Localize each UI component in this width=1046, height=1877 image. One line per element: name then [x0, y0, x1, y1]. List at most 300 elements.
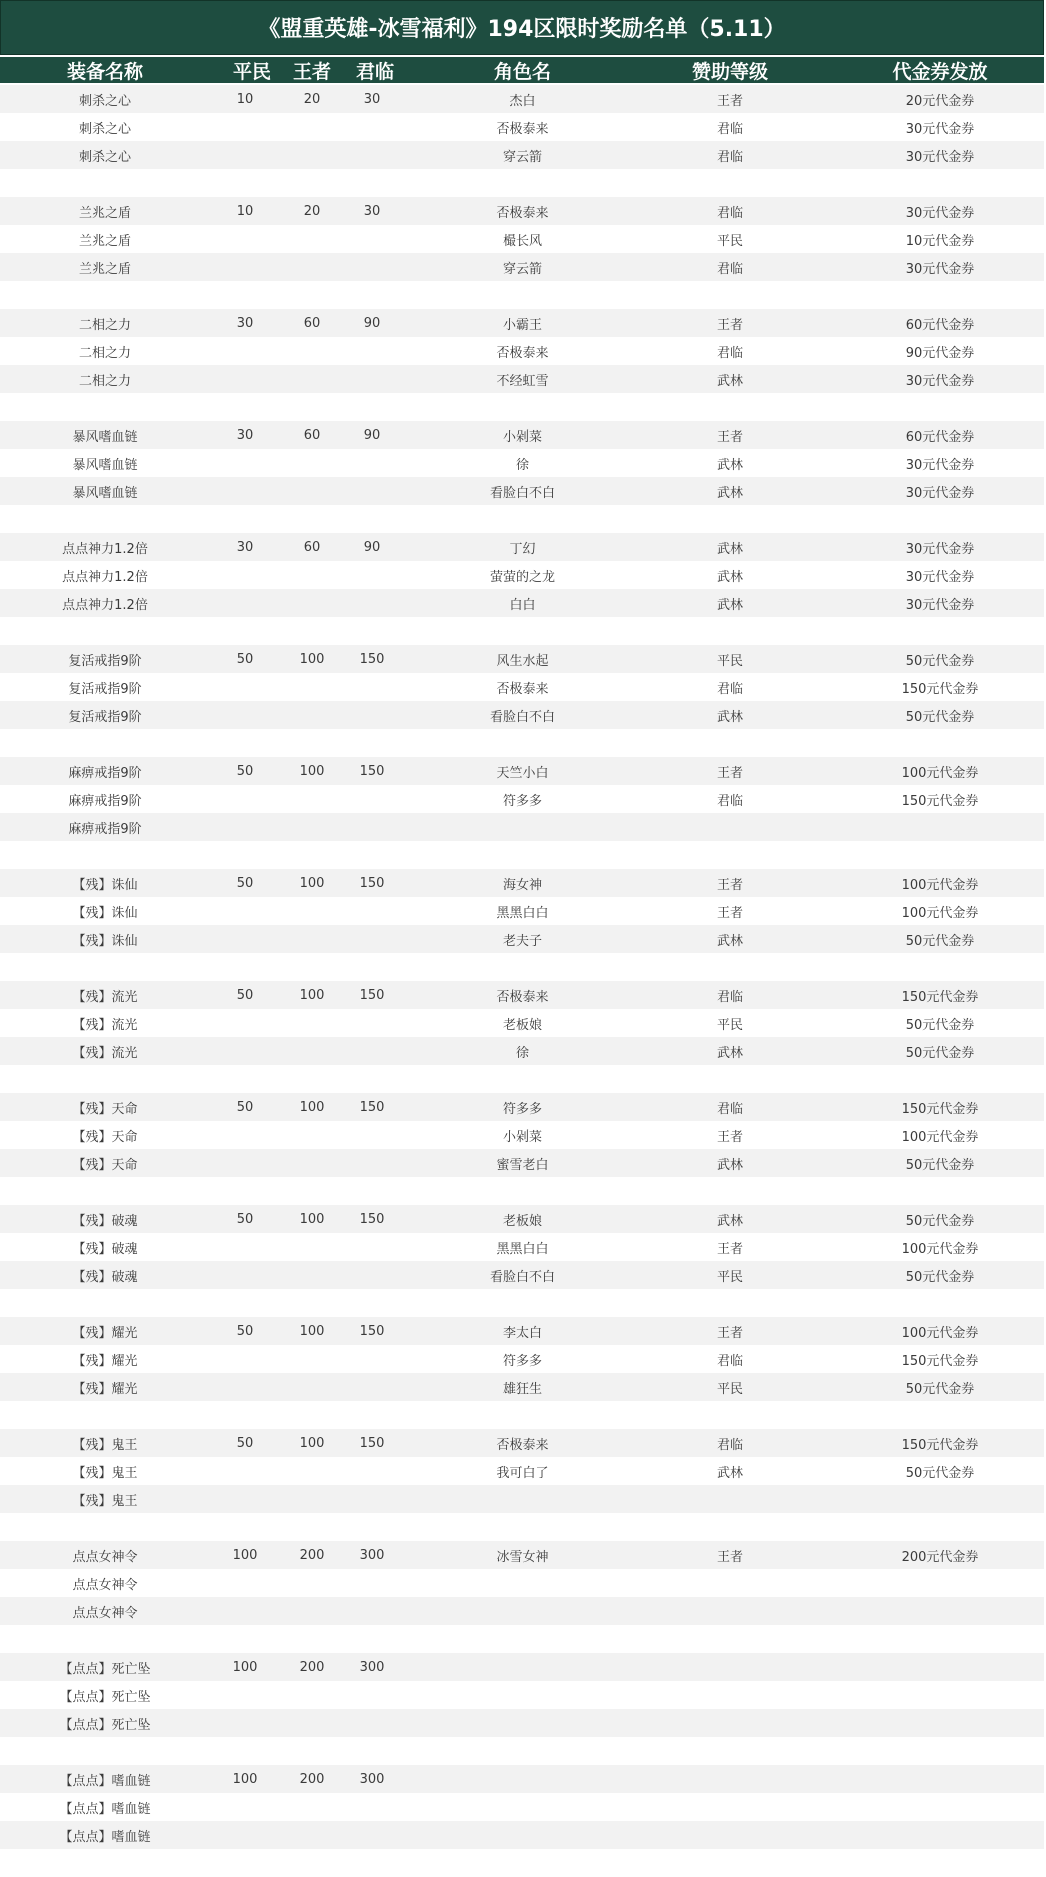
cell-pingmin: 50	[236, 651, 254, 667]
cell-pingmin: 50	[236, 987, 254, 1003]
cell-wangzhe	[282, 393, 342, 421]
cell-wangzhe	[282, 1709, 342, 1737]
cell-pingmin	[215, 617, 275, 645]
cell-wangzhe	[282, 617, 342, 645]
cell-sponsor-level: 平民	[716, 233, 743, 249]
cell-role-name: 冰雪女神	[496, 1549, 549, 1565]
cell-role-name: 海女神	[502, 877, 542, 893]
cell-junlin	[342, 1121, 402, 1149]
cell-voucher: 50元代金券	[905, 1381, 975, 1397]
cell-sponsor-level	[650, 1793, 810, 1821]
cell-voucher: 50元代金券	[905, 1157, 975, 1173]
table-row	[0, 1373, 1044, 1401]
cell-item-name: 刺杀之心	[78, 149, 131, 165]
cell-sponsor-level	[650, 1709, 810, 1737]
cell-junlin: 90	[363, 315, 381, 331]
cell-junlin	[342, 1261, 402, 1289]
cell-item-name	[0, 953, 210, 981]
cell-role-name: 符多多	[502, 1353, 542, 1369]
cell-voucher	[840, 1065, 1040, 1093]
cell-junlin	[342, 1065, 402, 1093]
cell-item-name: 【残】鬼王	[72, 1465, 138, 1481]
cell-sponsor-level: 武林	[716, 569, 743, 585]
cell-voucher	[840, 505, 1040, 533]
cell-pingmin: 100	[232, 1547, 258, 1563]
cell-pingmin	[215, 1485, 275, 1513]
cell-item-name: 【残】天命	[72, 1129, 138, 1145]
cell-item-name: 【残】耀光	[72, 1353, 138, 1369]
cell-wangzhe	[282, 1009, 342, 1037]
table-row	[0, 1681, 1044, 1709]
cell-sponsor-level	[650, 1821, 810, 1849]
cell-pingmin	[215, 477, 275, 505]
cell-role-name	[420, 393, 625, 421]
cell-item-name	[0, 1177, 210, 1205]
cell-pingmin	[215, 1737, 275, 1765]
cell-item-name	[0, 169, 210, 197]
cell-role-name	[420, 1793, 625, 1821]
cell-voucher: 150元代金券	[901, 681, 979, 697]
cell-role-name	[420, 505, 625, 533]
cell-pingmin	[215, 1345, 275, 1373]
cell-sponsor-level: 王者	[716, 317, 743, 333]
header-sponsor-level: 赞助等级	[691, 60, 768, 83]
table-row	[0, 1597, 1044, 1625]
cell-role-name: 穿云箭	[502, 261, 542, 277]
table-row	[0, 449, 1044, 477]
cell-pingmin	[215, 225, 275, 253]
cell-sponsor-level: 王者	[716, 1325, 743, 1341]
cell-wangzhe	[282, 701, 342, 729]
cell-voucher: 30元代金券	[905, 569, 975, 585]
cell-role-name	[420, 1513, 625, 1541]
table-row	[0, 1261, 1044, 1289]
cell-role-name: 蜜雪老白	[496, 1157, 549, 1173]
table-row	[0, 841, 1044, 869]
cell-junlin	[342, 841, 402, 869]
cell-role-name: 看脸白不白	[489, 1269, 555, 1285]
cell-voucher: 150元代金券	[901, 989, 979, 1005]
cell-sponsor-level	[650, 1625, 810, 1653]
cell-item-name: 【残】流光	[72, 989, 138, 1005]
cell-wangzhe	[282, 1289, 342, 1317]
cell-role-name	[420, 281, 625, 309]
cell-role-name: 风生水起	[496, 653, 549, 669]
table-row	[0, 1121, 1044, 1149]
cell-junlin	[342, 701, 402, 729]
cell-sponsor-level	[650, 1653, 810, 1681]
cell-role-name: 丁幻	[509, 541, 536, 557]
cell-sponsor-level	[650, 1681, 810, 1709]
cell-junlin	[342, 1177, 402, 1205]
cell-junlin: 30	[363, 91, 381, 107]
cell-junlin	[342, 1457, 402, 1485]
cell-pingmin	[215, 449, 275, 477]
cell-junlin	[342, 1709, 402, 1737]
table-row	[0, 729, 1044, 757]
cell-pingmin	[215, 841, 275, 869]
cell-wangzhe	[282, 505, 342, 533]
cell-junlin	[342, 281, 402, 309]
table-row	[0, 225, 1044, 253]
cell-sponsor-level: 王者	[716, 93, 743, 109]
header-role-name: 角色名	[493, 60, 551, 83]
table-row	[0, 197, 1044, 225]
cell-wangzhe	[282, 1513, 342, 1541]
cell-voucher: 30元代金券	[905, 205, 975, 221]
cell-voucher	[840, 1289, 1040, 1317]
cell-wangzhe: 100	[299, 1435, 325, 1451]
cell-wangzhe	[282, 365, 342, 393]
cell-junlin	[342, 589, 402, 617]
cell-junlin	[342, 1793, 402, 1821]
cell-role-name: 徐	[515, 1045, 529, 1061]
cell-role-name	[420, 1821, 625, 1849]
table-row	[0, 617, 1044, 645]
table-row	[0, 1541, 1044, 1569]
cell-item-name	[0, 617, 210, 645]
cell-wangzhe	[282, 337, 342, 365]
cell-voucher	[840, 1681, 1040, 1709]
cell-junlin: 150	[359, 875, 385, 891]
cell-pingmin	[215, 505, 275, 533]
cell-junlin	[342, 1597, 402, 1625]
cell-junlin	[342, 141, 402, 169]
cell-role-name	[420, 729, 625, 757]
table-row	[0, 253, 1044, 281]
cell-sponsor-level	[650, 393, 810, 421]
cell-pingmin	[215, 673, 275, 701]
cell-pingmin	[215, 813, 275, 841]
cell-sponsor-level	[650, 841, 810, 869]
cell-role-name: 樶长风	[502, 233, 542, 249]
cell-item-name: 【点点】死亡坠	[59, 1661, 151, 1677]
cell-wangzhe	[282, 1457, 342, 1485]
table-row	[0, 925, 1044, 953]
cell-role-name	[420, 1569, 625, 1597]
cell-sponsor-level	[650, 813, 810, 841]
cell-role-name	[420, 617, 625, 645]
cell-pingmin	[215, 1625, 275, 1653]
table-row	[0, 533, 1044, 561]
cell-junlin	[342, 1009, 402, 1037]
cell-voucher: 30元代金券	[905, 457, 975, 473]
cell-pingmin	[215, 393, 275, 421]
cell-pingmin: 50	[236, 875, 254, 891]
cell-pingmin	[215, 169, 275, 197]
cell-item-name: 【点点】嗜血链	[59, 1773, 151, 1789]
cell-junlin	[342, 477, 402, 505]
cell-junlin	[342, 897, 402, 925]
cell-role-name	[420, 1485, 625, 1513]
cell-role-name: 穿云箭	[502, 149, 542, 165]
table-row	[0, 1009, 1044, 1037]
table-body	[0, 85, 1044, 1849]
cell-wangzhe	[282, 1737, 342, 1765]
cell-role-name	[420, 1401, 625, 1429]
table-row	[0, 477, 1044, 505]
cell-voucher	[840, 813, 1040, 841]
cell-item-name: 暴风嗜血链	[72, 429, 138, 445]
cell-item-name: 兰兆之盾	[78, 261, 131, 277]
cell-pingmin	[215, 897, 275, 925]
table-row	[0, 1793, 1044, 1821]
table-row	[0, 1513, 1044, 1541]
cell-sponsor-level	[650, 729, 810, 757]
table-row	[0, 953, 1044, 981]
cell-item-name: 【残】诛仙	[72, 933, 138, 949]
cell-item-name: 刺杀之心	[78, 121, 131, 137]
cell-voucher: 30元代金券	[905, 597, 975, 613]
cell-pingmin	[215, 729, 275, 757]
cell-item-name: 【残】天命	[72, 1101, 138, 1117]
table-row	[0, 645, 1044, 673]
cell-sponsor-level: 武林	[716, 1213, 743, 1229]
cell-pingmin	[215, 701, 275, 729]
cell-wangzhe: 100	[299, 1099, 325, 1115]
cell-item-name: 【点点】死亡坠	[59, 1717, 151, 1733]
cell-role-name: 不经虹雪	[496, 373, 549, 389]
cell-sponsor-level: 王者	[716, 905, 743, 921]
cell-voucher: 200元代金券	[901, 1549, 979, 1565]
cell-sponsor-level	[650, 1765, 810, 1793]
cell-junlin: 90	[363, 427, 381, 443]
table-row	[0, 1457, 1044, 1485]
cell-junlin: 150	[359, 1435, 385, 1451]
cell-voucher	[840, 1625, 1040, 1653]
cell-pingmin	[215, 1233, 275, 1261]
cell-item-name: 刺杀之心	[78, 93, 131, 109]
cell-role-name	[420, 813, 625, 841]
cell-voucher: 30元代金券	[905, 121, 975, 137]
cell-wangzhe	[282, 1625, 342, 1653]
cell-voucher: 20元代金券	[905, 93, 975, 109]
cell-junlin: 90	[363, 539, 381, 555]
cell-wangzhe	[282, 561, 342, 589]
cell-pingmin	[215, 1821, 275, 1849]
cell-role-name: 小剁菜	[502, 429, 542, 445]
cell-pingmin	[215, 1597, 275, 1625]
cell-junlin	[342, 1401, 402, 1429]
table-row	[0, 1065, 1044, 1093]
table-row	[0, 1737, 1044, 1765]
cell-junlin	[342, 729, 402, 757]
cell-wangzhe	[282, 1065, 342, 1093]
table-row	[0, 981, 1044, 1009]
cell-sponsor-level: 武林	[716, 457, 743, 473]
cell-pingmin	[215, 1401, 275, 1429]
cell-role-name	[420, 1625, 625, 1653]
table-row	[0, 1429, 1044, 1457]
cell-voucher	[840, 729, 1040, 757]
table-row	[0, 813, 1044, 841]
cell-voucher: 150元代金券	[901, 1437, 979, 1453]
table-row	[0, 757, 1044, 785]
cell-wangzhe	[282, 1821, 342, 1849]
cell-junlin	[342, 113, 402, 141]
table-row	[0, 1765, 1044, 1793]
cell-voucher: 100元代金券	[901, 1241, 979, 1257]
cell-role-name: 老板娘	[502, 1213, 542, 1229]
cell-voucher: 50元代金券	[905, 653, 975, 669]
cell-wangzhe	[282, 1345, 342, 1373]
cell-voucher: 100元代金券	[901, 1129, 979, 1145]
cell-pingmin	[215, 785, 275, 813]
cell-junlin	[342, 1149, 402, 1177]
cell-voucher: 50元代金券	[905, 709, 975, 725]
cell-item-name	[0, 729, 210, 757]
cell-junlin: 150	[359, 651, 385, 667]
table-row	[0, 309, 1044, 337]
table-row	[0, 897, 1044, 925]
cell-role-name: 老夫子	[502, 933, 542, 949]
cell-role-name: 符多多	[502, 793, 542, 809]
cell-pingmin	[215, 253, 275, 281]
cell-item-name	[0, 1737, 210, 1765]
cell-pingmin	[215, 1373, 275, 1401]
table-row	[0, 561, 1044, 589]
cell-wangzhe	[282, 1681, 342, 1709]
cell-pingmin: 30	[236, 427, 254, 443]
table-row	[0, 1625, 1044, 1653]
cell-sponsor-level: 平民	[716, 653, 743, 669]
cell-pingmin	[215, 1261, 275, 1289]
cell-item-name: 【残】耀光	[72, 1381, 138, 1397]
cell-pingmin	[215, 1149, 275, 1177]
cell-item-name: 【残】诛仙	[72, 905, 138, 921]
cell-voucher	[840, 1737, 1040, 1765]
cell-junlin: 150	[359, 1211, 385, 1227]
cell-item-name: 复活戒指9阶	[68, 653, 142, 669]
cell-item-name: 暴风嗜血链	[72, 457, 138, 473]
cell-junlin: 150	[359, 1099, 385, 1115]
cell-junlin	[342, 617, 402, 645]
header-wangzhe: 王者	[292, 60, 331, 83]
cell-pingmin	[215, 1121, 275, 1149]
cell-sponsor-level	[650, 1485, 810, 1513]
cell-voucher	[840, 1569, 1040, 1597]
table-row	[0, 1177, 1044, 1205]
cell-sponsor-level: 王者	[716, 1549, 743, 1565]
cell-item-name	[0, 505, 210, 533]
table-row	[0, 1821, 1044, 1849]
table-row	[0, 1205, 1044, 1233]
cell-wangzhe: 100	[299, 763, 325, 779]
cell-sponsor-level: 王者	[716, 877, 743, 893]
cell-voucher	[840, 953, 1040, 981]
cell-voucher	[840, 1793, 1040, 1821]
cell-sponsor-level	[650, 169, 810, 197]
cell-item-name: 【残】天命	[72, 1157, 138, 1173]
cell-item-name: 【残】破魂	[72, 1269, 138, 1285]
cell-junlin	[342, 449, 402, 477]
cell-wangzhe: 100	[299, 1323, 325, 1339]
cell-junlin	[342, 1569, 402, 1597]
cell-item-name: 【残】耀光	[72, 1325, 138, 1341]
cell-pingmin: 10	[236, 203, 254, 219]
cell-pingmin: 100	[232, 1659, 258, 1675]
cell-voucher	[840, 1177, 1040, 1205]
cell-wangzhe: 20	[303, 203, 321, 219]
table-row	[0, 505, 1044, 533]
cell-voucher: 50元代金券	[905, 1213, 975, 1229]
cell-junlin	[342, 785, 402, 813]
cell-wangzhe	[282, 813, 342, 841]
cell-role-name: 黑黑白白	[496, 905, 549, 921]
table-row	[0, 169, 1044, 197]
cell-wangzhe: 60	[303, 427, 321, 443]
cell-junlin	[342, 393, 402, 421]
cell-item-name: 【残】破魂	[72, 1213, 138, 1229]
cell-item-name: 【残】诛仙	[72, 877, 138, 893]
cell-role-name: 否极泰来	[496, 121, 549, 137]
cell-wangzhe	[282, 1569, 342, 1597]
cell-sponsor-level: 武林	[716, 1157, 743, 1173]
cell-voucher: 60元代金券	[905, 317, 975, 333]
cell-role-name: 我可白了	[496, 1465, 549, 1481]
table-row	[0, 1149, 1044, 1177]
cell-wangzhe	[282, 785, 342, 813]
cell-wangzhe	[282, 1597, 342, 1625]
header-voucher: 代金券发放	[892, 60, 988, 83]
cell-junlin: 300	[359, 1547, 385, 1563]
cell-item-name: 暴风嗜血链	[72, 485, 138, 501]
cell-pingmin	[215, 113, 275, 141]
cell-sponsor-level: 平民	[716, 1017, 743, 1033]
cell-voucher	[840, 281, 1040, 309]
cell-voucher: 50元代金券	[905, 1465, 975, 1481]
cell-voucher	[840, 1765, 1040, 1793]
cell-sponsor-level: 武林	[716, 541, 743, 557]
cell-item-name	[0, 841, 210, 869]
cell-sponsor-level	[650, 281, 810, 309]
cell-wangzhe	[282, 953, 342, 981]
cell-item-name: 点点神力1.2倍	[62, 597, 148, 613]
cell-voucher: 90元代金券	[905, 345, 975, 361]
table-row	[0, 1037, 1044, 1065]
cell-pingmin	[215, 1009, 275, 1037]
cell-sponsor-level: 平民	[716, 1269, 743, 1285]
cell-sponsor-level	[650, 1513, 810, 1541]
cell-voucher: 100元代金券	[901, 765, 979, 781]
cell-role-name: 白白	[509, 597, 536, 613]
cell-voucher: 50元代金券	[905, 933, 975, 949]
cell-junlin	[342, 337, 402, 365]
cell-voucher	[840, 841, 1040, 869]
cell-item-name: 二相之力	[78, 317, 131, 333]
cell-wangzhe	[282, 1793, 342, 1821]
cell-item-name: 【残】流光	[72, 1045, 138, 1061]
cell-sponsor-level: 君临	[716, 1437, 743, 1453]
cell-wangzhe: 200	[299, 1771, 325, 1787]
cell-voucher: 50元代金券	[905, 1017, 975, 1033]
cell-role-name: 徐	[515, 457, 529, 473]
cell-pingmin	[215, 1569, 275, 1597]
cell-junlin: 300	[359, 1771, 385, 1787]
cell-voucher	[840, 617, 1040, 645]
cell-junlin	[342, 1737, 402, 1765]
cell-wangzhe	[282, 141, 342, 169]
cell-voucher	[840, 393, 1040, 421]
cell-voucher: 10元代金券	[905, 233, 975, 249]
cell-pingmin	[215, 281, 275, 309]
table-row	[0, 281, 1044, 309]
cell-role-name	[420, 1597, 625, 1625]
cell-item-name: 二相之力	[78, 373, 131, 389]
cell-voucher: 150元代金券	[901, 1101, 979, 1117]
cell-sponsor-level	[650, 617, 810, 645]
cell-wangzhe	[282, 1485, 342, 1513]
